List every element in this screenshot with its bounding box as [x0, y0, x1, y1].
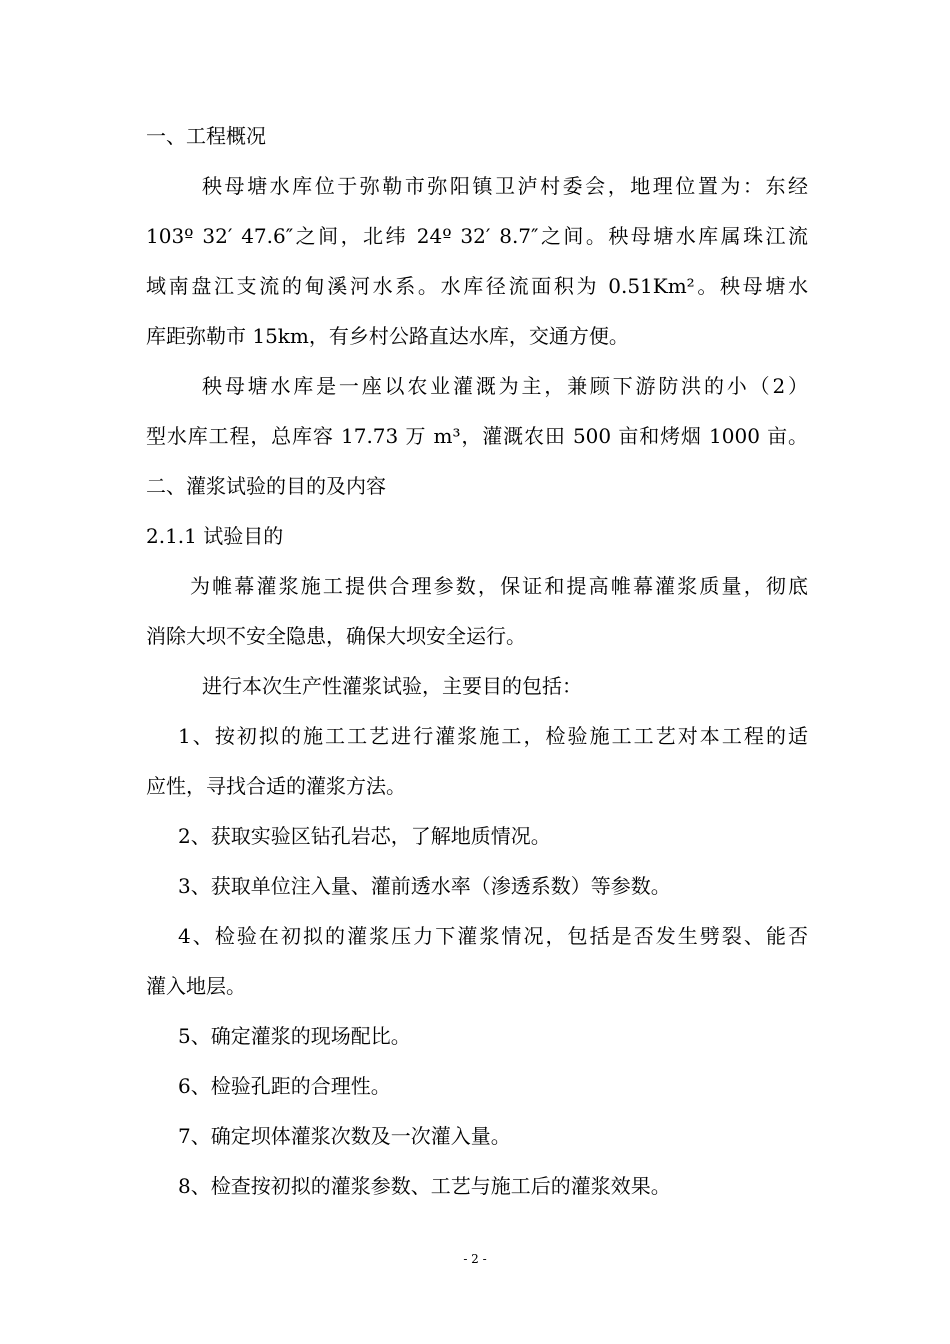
page-number: - 2 - [463, 1252, 487, 1266]
section-heading-purpose: 二、灌浆试验的目的及内容 [146, 474, 386, 498]
paragraph-line: 型水库工程，总库容 17.73 万 m³，灌溉农田 500 亩和烤烟 1000 亩。 [146, 424, 808, 448]
paragraph-line: 秧母塘水库是一座以农业灌溉为主，兼顾下游防洪的小（2） [202, 374, 808, 398]
list-item: 4、检验在初拟的灌浆压力下灌浆情况，包括是否发生劈裂、能否 [178, 924, 808, 948]
list-item: 5、确定灌浆的现场配比。 [178, 1024, 411, 1048]
paragraph-line: 秧母塘水库位于弥勒市弥阳镇卫泸村委会，地理位置为：东经 [202, 174, 808, 198]
list-item: 3、获取单位注入量、灌前透水率（渗透系数）等参数。 [178, 874, 671, 898]
list-item: 6、检验孔距的合理性。 [178, 1074, 391, 1098]
list-item-continuation: 灌入地层。 [146, 974, 246, 998]
list-item: 1、按初拟的施工工艺进行灌浆施工，检验施工工艺对本工程的适 [178, 724, 808, 748]
paragraph-line: 103º 32′ 47.6″之间，北纬 24º 32′ 8.7″之间。秧母塘水库属珠江流 [146, 224, 808, 248]
section-heading-overview: 一、工程概况 [146, 124, 266, 148]
paragraph-intro-goals: 进行本次生产性灌浆试验，主要目的包括： [202, 674, 582, 698]
list-item: 7、确定坝体灌浆次数及一次灌入量。 [178, 1124, 511, 1148]
list-item: 2、获取实验区钻孔岩芯，了解地质情况。 [178, 824, 551, 848]
list-item: 8、检查按初拟的灌浆参数、工艺与施工后的灌浆效果。 [178, 1174, 671, 1198]
paragraph-line: 消除大坝不安全隐患，确保大坝安全运行。 [146, 624, 526, 648]
paragraph-line: 为帷幕灌浆施工提供合理参数，保证和提高帷幕灌浆质量，彻底 [190, 574, 808, 598]
paragraph-line: 库距弥勒市 15km，有乡村公路直达水库，交通方便。 [146, 324, 629, 348]
subsection-heading-test-purpose: 2.1.1 试验目的 [146, 524, 284, 548]
paragraph-line: 域南盘江支流的甸溪河水系。水库径流面积为 0.51Km²。秧母塘水 [146, 274, 808, 298]
list-item-continuation: 应性，寻找合适的灌浆方法。 [146, 774, 406, 798]
